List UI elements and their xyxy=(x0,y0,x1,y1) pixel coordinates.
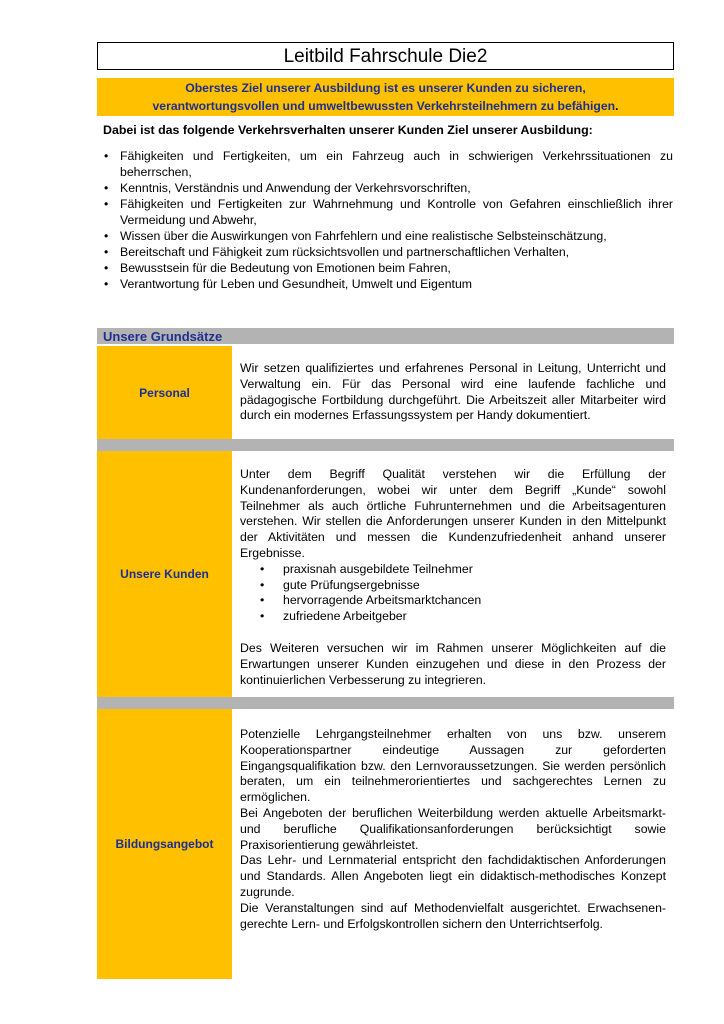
list-item: • zufriedene Arbeitgeber xyxy=(240,609,666,625)
row-content-kunden xyxy=(240,467,666,688)
behavior-item: • Fähigkeiten und Fertigkeiten, um ein Fahrzeug auch in schwierigen Verkehrssituationen zu beherrschen, xyxy=(103,148,673,180)
paragraph: Wir setzen qualifiziertes und erfahrenes Personal in Leitung, Unterricht und Verwaltung ein. Für das Personal wird eine laufende fachliche und pädagogische Fortbildung durchgeführt. Die Arbeitszeit aller Mitarbeiter wird durch ein modernes Erfassungssystem per Handy dokumentiert. xyxy=(240,361,666,423)
document-title: Leitbild Fahrschule Die2 xyxy=(97,42,674,70)
behavior-item: • Kenntnis, Verständnis und Anwendung der Verkehrsvorschriften, xyxy=(103,180,673,196)
paragraph: Unter dem Begriff Qualität verstehen wir die Erfüllung der Kundenanforderungen, wobei wir unter dem Begriff „Kunde“ sowohl Teilnehmer als auch örtliche Fuhrunternehmen und die Arbeitsagenturen verstehen. Wir stellen die Anforderungen unserer Kunden in den Mittelpunkt der Aktivitäten und messen die Kundenzufriedenheit anhand unserer Ergebnisse. xyxy=(240,467,666,560)
goal-line-2-text: verantwortungsvollen und umweltbewussten Verkehrsteilnehmern zu befähigen xyxy=(152,99,616,113)
section-title: Unsere Grundsätze xyxy=(103,329,223,344)
behavior-item: • Wissen über die Auswirkungen von Fahrfehlern und eine realistische Selbsteinschätzung, xyxy=(103,228,673,244)
list-item: • praxisnah ausgebildete Teilnehmer xyxy=(240,562,666,578)
paragraph: Das Lehr- und Lernmaterial entspricht den fachdidaktischen Anforderungen und Standards. Allen Angeboten liegt ein didaktisch-methodisches Konzept zugrunde. xyxy=(240,853,666,899)
list-item: • gute Prüfungsergebnisse xyxy=(240,578,666,594)
row-separator xyxy=(97,697,674,709)
behavior-item: • Bereitschaft und Fähigkeit zum rücksichtsvollen und partnerschaftlichen Verhalten, xyxy=(103,244,673,260)
row-content-personal xyxy=(240,361,666,424)
row-label-personal xyxy=(97,346,232,439)
customer-benefit-list xyxy=(240,562,666,625)
goal-line-1: Oberstes Ziel unserer Ausbildung ist es unserer Kunden zu sicheren, xyxy=(185,81,586,95)
goal-line-2 xyxy=(97,97,674,115)
behavior-item: • Bewusstsein für die Bedeutung von Emotionen beim Fahren, xyxy=(103,260,673,276)
row-label-text: Personal xyxy=(139,385,190,400)
row-label-bildungsangebot xyxy=(97,709,232,979)
paragraph: Des Weiteren versuchen wir im Rahmen unserer Möglichkeiten auf die Erwartungen unserer Kunden einzugehen und diese in den Prozess der kontinuierlichen Verbesserung zu integrieren. xyxy=(240,640,666,687)
row-label-text: Unsere Kunden xyxy=(120,567,209,581)
behavior-item: • Fähigkeiten und Fertigkeiten zur Wahrnehmung und Kontrolle von Gefahren einschließlich ihrer Vermeidung und Abwehr, xyxy=(103,196,673,228)
row-separator xyxy=(97,439,674,451)
intro-text: Dabei ist das folgende Verkehrsverhalten unserer Kunden Ziel unserer Ausbildung: xyxy=(103,123,593,137)
row-label-text: Bildungsangebot xyxy=(115,837,214,851)
goal-line-2-end: . xyxy=(615,99,619,113)
behavior-list xyxy=(103,148,673,292)
paragraph: Die Veranstaltungen sind auf Methodenvielfalt ausgerichtet. Erwachsenen-gerechte Lern- und Erfolgskontrollen sichern den Unterrichtserfolg. xyxy=(240,900,666,931)
goal-banner xyxy=(97,78,674,116)
paragraph: Bei Angeboten der beruflichen Weiterbildung werden aktuelle Arbeitsmarkt- und berufliche Qualifikationsanforderungen berücksichtigt sowie Praxisorientierung gewährleistet. xyxy=(240,805,666,852)
row-content-bildungsangebot xyxy=(240,727,666,932)
list-item: • hervorragende Arbeitsmarktchancen xyxy=(240,593,666,609)
behavior-item: • Verantwortung für Leben und Gesundheit, Umwelt und Eigentum xyxy=(103,276,673,292)
row-label-kunden xyxy=(97,451,232,697)
paragraph: Potenzielle Lehrgangsteilnehmer erhalten von uns bzw. unserem Kooperationspartner eindeutige Aussagen zur geforderten Eingangsqualifikation bzw. den Lernvoraussetzungen. Sie werden persönlich beraten, um ein teilnehmerorientiertes und sachgerechtes Lernen zu ermöglichen. xyxy=(240,727,666,805)
